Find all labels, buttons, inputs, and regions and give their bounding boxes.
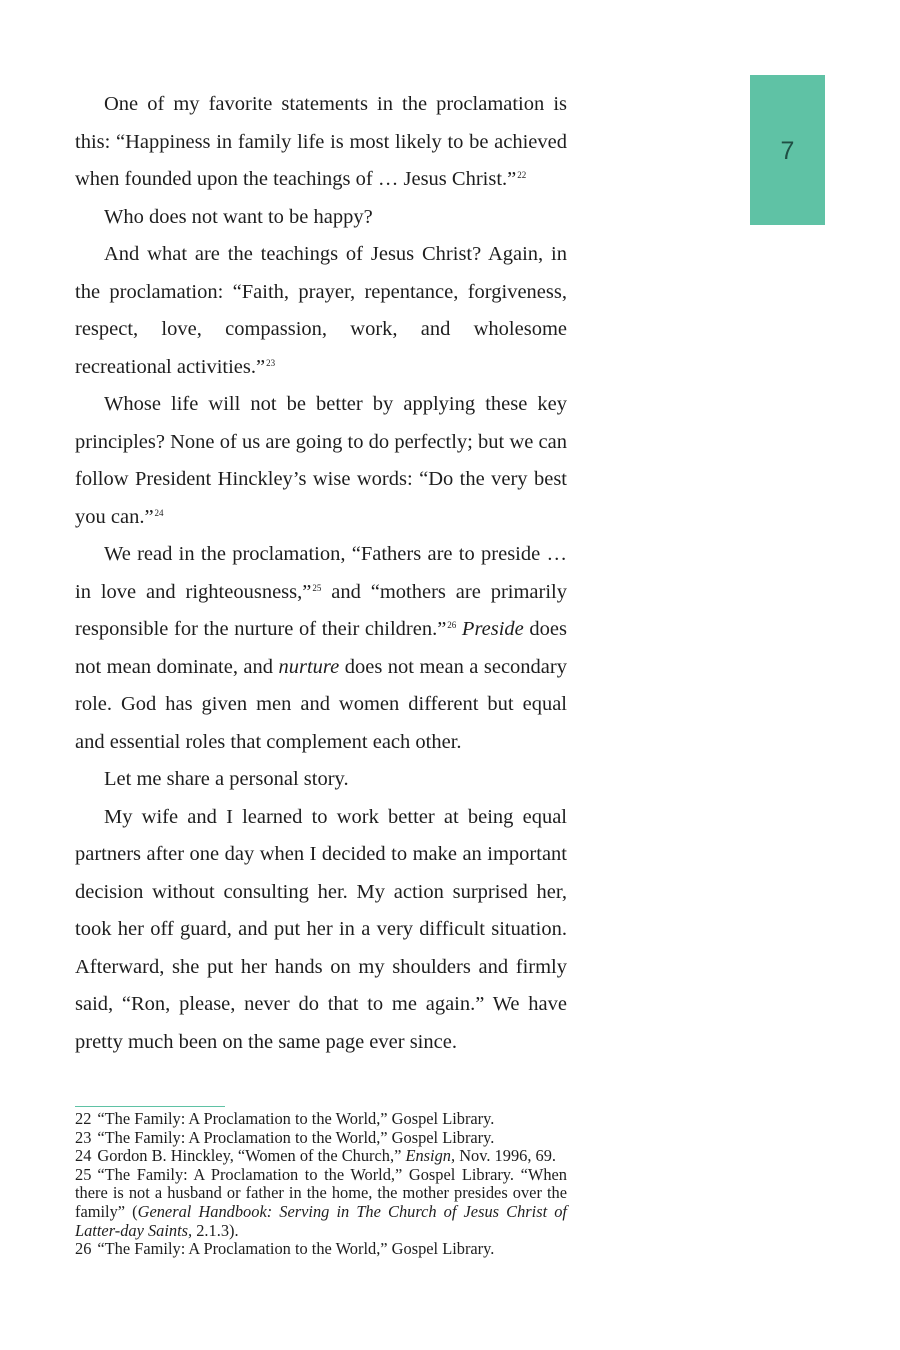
footnote-italic: General Handbook: Serving in The Church of Jesus Christ of Latter-day Saints, [75,1201,567,1240]
footnote-number: 23 [75,1127,92,1147]
paragraph-7: My wife and I learned to work better at being equal partners after one day when I decided to make an important decision without consulting her. My action surprised her, took her off guard, and put her in a very difficult situation. Afterward, she put her hands on my shoulders and firmly said, “Ron, please, never do that to me again.” We have pretty much been on the same page ever since. [75,805,567,1053]
paragraph-2: Who does not want to be happy? [104,205,373,228]
paragraph-5-italic-preside: Preside [461,618,524,640]
footnote-divider [75,1106,225,1107]
footnote-number: 25 [75,1164,92,1184]
paragraph-4 [75,386,567,536]
footnote-ref-22: 22 [517,170,527,180]
footnote-text: “The Family: A Proclamation to the World,” Gospel Library. [97,1239,495,1259]
footnote-24 [75,1147,567,1166]
footnote-ref-25: 25 [312,582,322,593]
page-number: 7 [780,137,795,165]
footnote-text: “The Family: A Proclamation to the World,” Gospel Library. [97,1109,495,1128]
footnote-text: “The Family: A Proclamation to the World,” Gospel Library. [97,1127,495,1147]
footnote-ref-26: 26 [447,620,457,630]
paragraph-5-text-a: We read in the proclamation, “Fathers are to preside … in love and righteousness,” [75,543,567,603]
footnote-25 [75,1166,567,1240]
body-text [75,86,567,1061]
footnote-number: 26 [75,1239,92,1259]
paragraph-5-text-b: and “mothers are primarily responsible for the nurture of their children.” [75,580,567,640]
paragraph-3 [75,236,567,386]
footnote-number: 24 [75,1146,92,1166]
paragraph-4-text: Whose life will not be better by applying these key principles? None of us are going to do perfectly; but we can follow President Hinckley’s wise words: “Do the very best you can.” [75,393,567,528]
footnote-26 [75,1240,567,1259]
footnote-text: Gordon B. Hinckley, “Women of the Church,” [97,1146,406,1166]
paragraph-5 [75,536,567,761]
footnote-23 [75,1129,567,1148]
footnote-number: 22 [75,1109,92,1128]
paragraph-6: Let me share a personal story. [104,768,349,790]
paragraph-3-text: And what are the teachings of Jesus Christ? Again, in the proclamation: “Faith, prayer, repentance, forgiveness, respect, love, compassion, work, and wholesome recreational activities.” [75,243,567,378]
paragraph-5-text-f: does not mean a secondary role. God has given men and women different but equal and essential roles that complement each other. [75,655,567,753]
footnote-italic: Ensign, [405,1146,456,1166]
footnote-22 [75,1110,567,1129]
footnote-text: “The Family: A Proclamation to the World,” Gospel Library. “When there is not a husband or father in the home, the mother presides over the family” ( [75,1164,567,1221]
footnote-ref-23: 23 [266,357,276,368]
paragraph-5-text-d: does not mean dominate, and [75,618,567,678]
footnote-text: 2.1.3). [192,1220,239,1240]
chapter-tab [750,75,825,225]
footnote-text: Nov. 1996, 69. [455,1146,557,1166]
paragraph-1-text: One of my favorite statements in the proclamation is this: “Happiness in family life is most likely to be achieved when founded upon the teachings of … Jesus Christ.” [75,93,567,190]
paragraph-1 [75,86,567,199]
paragraph-5-italic-nurture: nurture [278,655,340,678]
footnote-ref-24: 24 [154,507,164,518]
footnotes [75,1110,567,1259]
